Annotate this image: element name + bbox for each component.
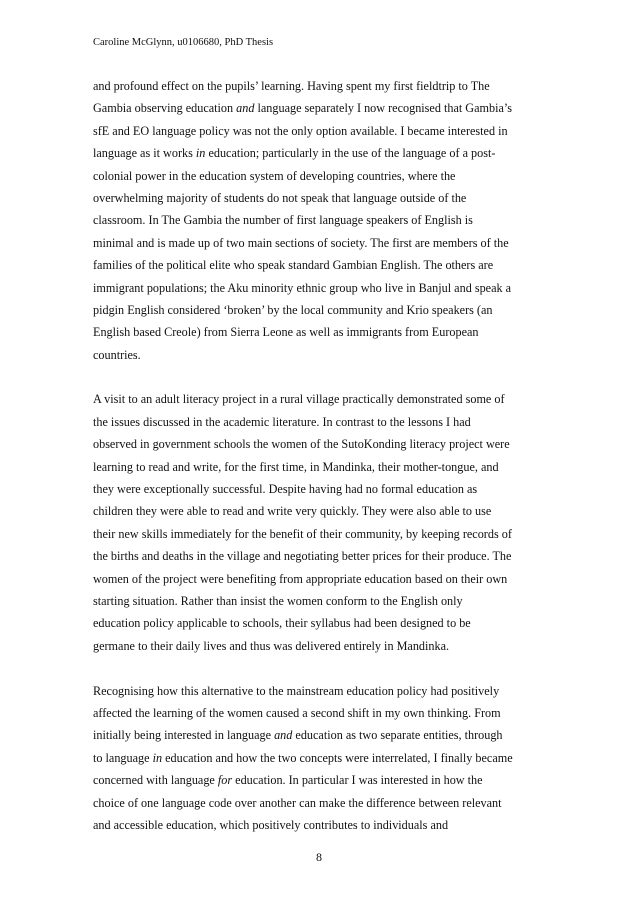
text-line xyxy=(93,545,553,567)
text-segment: women of the project were benefiting from appropriate education based on their own xyxy=(93,571,508,586)
text-segment: language separately I now recognised that Gambia’s xyxy=(254,101,512,116)
text-line xyxy=(93,747,553,769)
paragraph-2 xyxy=(93,388,553,657)
text-line xyxy=(93,769,553,791)
text-segment: A visit to an adult literacy project in a rural village practically demonstrated some of xyxy=(93,392,505,407)
text-line xyxy=(93,75,553,97)
text-segment: education; particularly in the use of the language of a post- xyxy=(205,146,496,161)
text-segment: germane to their daily lives and thus was delivered entirely in Mandinka. xyxy=(93,638,450,653)
text-segment: the issues discussed in the academic literature. In contrast to the lessons I had xyxy=(93,414,471,429)
paragraph-gap xyxy=(93,657,553,679)
text-segment: affected the learning of the women caused a second shift in my own thinking. From xyxy=(93,705,501,720)
text-segment: education policy applicable to schools, their syllabus had been designed to be xyxy=(93,616,471,631)
text-segment: classroom. In The Gambia the number of first language speakers of English is xyxy=(93,213,473,228)
text-line xyxy=(93,456,553,478)
text-line xyxy=(93,321,553,343)
text-line xyxy=(93,724,553,746)
text-line xyxy=(93,97,553,119)
italic-text: and xyxy=(274,728,293,743)
text-line xyxy=(93,612,553,634)
italic-text: in xyxy=(195,146,206,161)
text-segment: to language xyxy=(93,750,153,765)
text-segment: countries. xyxy=(93,347,141,362)
text-segment: overwhelming majority of students do not speak that language outside of the xyxy=(93,190,467,205)
text-line xyxy=(93,232,553,254)
page-number: 8 xyxy=(316,850,322,864)
text-line xyxy=(93,792,553,814)
italic-text: in xyxy=(152,750,163,765)
paragraph-1 xyxy=(93,75,553,366)
text-line xyxy=(93,702,553,724)
text-line xyxy=(93,277,553,299)
text-segment: sfE and EO language policy was not the only option available. I became interested in xyxy=(93,123,508,138)
text-segment: observed in government schools the women of the SutoKonding literacy project were xyxy=(93,437,510,452)
text-segment: English based Creole) from Sierra Leone as well as immigrants from European xyxy=(93,325,479,340)
text-segment: concerned with language xyxy=(93,773,218,788)
running-header: Caroline McGlynn, u0106680, PhD Thesis xyxy=(93,37,274,48)
text-segment: learning to read and write, for the first time, in Mandinka, their mother-tongue, and xyxy=(93,459,499,474)
text-line xyxy=(93,680,553,702)
text-line xyxy=(93,433,553,455)
text-segment: education. In particular I was interested in how the xyxy=(232,773,483,788)
text-segment: the births and deaths in the village and negotiating better prices for their produce. The xyxy=(93,549,512,564)
text-line xyxy=(93,590,553,612)
text-line xyxy=(93,814,553,836)
text-line xyxy=(93,165,553,187)
italic-text: for xyxy=(217,773,233,788)
text-segment: Recognising how this alternative to the mainstream education policy had positively xyxy=(93,683,500,698)
text-line xyxy=(93,568,553,590)
text-segment: and profound effect on the pupils’ learning. Having spent my first fieldtrip to The xyxy=(93,79,490,93)
text-segment: education as two separate entities, through xyxy=(292,728,503,743)
text-segment: and accessible education, which positively contributes to individuals and xyxy=(93,817,449,832)
text-line xyxy=(93,523,553,545)
text-line xyxy=(93,478,553,500)
text-segment: language as it works xyxy=(93,146,196,161)
text-line xyxy=(93,500,553,522)
text-line xyxy=(93,187,553,209)
text-line xyxy=(93,254,553,276)
paragraph-gap xyxy=(93,366,553,388)
text-line xyxy=(93,142,553,164)
text-line xyxy=(93,388,553,410)
text-line xyxy=(93,299,553,321)
text-segment: Gambia observing education xyxy=(93,101,237,116)
text-segment: their new skills immediately for the benefit of their community, by keeping records of xyxy=(93,526,512,541)
text-line xyxy=(93,209,553,231)
text-segment: starting situation. Rather than insist the women conform to the English only xyxy=(93,593,463,608)
text-segment: colonial power in the education system of developing countries, where the xyxy=(93,168,456,183)
italic-text: and xyxy=(236,101,255,116)
text-line xyxy=(93,411,553,433)
text-segment: they were exceptionally successful. Despite having had no formal education as xyxy=(93,482,478,497)
text-segment: education and how the two concepts were interrelated, I finally became xyxy=(162,750,513,765)
text-segment: choice of one language code over another can make the difference between relevant xyxy=(93,795,502,810)
text-segment: immigrant populations; the Aku minority ethnic group who live in Banjul and speak a xyxy=(93,280,512,295)
paragraph-3 xyxy=(93,680,553,837)
text-segment: pidgin English considered ‘broken’ by the local community and Krio speakers (an xyxy=(93,302,493,317)
text-segment: minimal and is made up of two main sections of society. The first are members of the xyxy=(93,235,509,250)
text-segment: children they were able to read and write very quickly. They were also able to use xyxy=(93,504,492,519)
body-text xyxy=(93,75,553,836)
text-segment: families of the political elite who speak standard Gambian English. The others are xyxy=(93,258,494,273)
text-line xyxy=(93,344,553,366)
text-segment: initially being interested in language xyxy=(93,728,275,743)
text-line xyxy=(93,635,553,657)
text-line xyxy=(93,120,553,142)
